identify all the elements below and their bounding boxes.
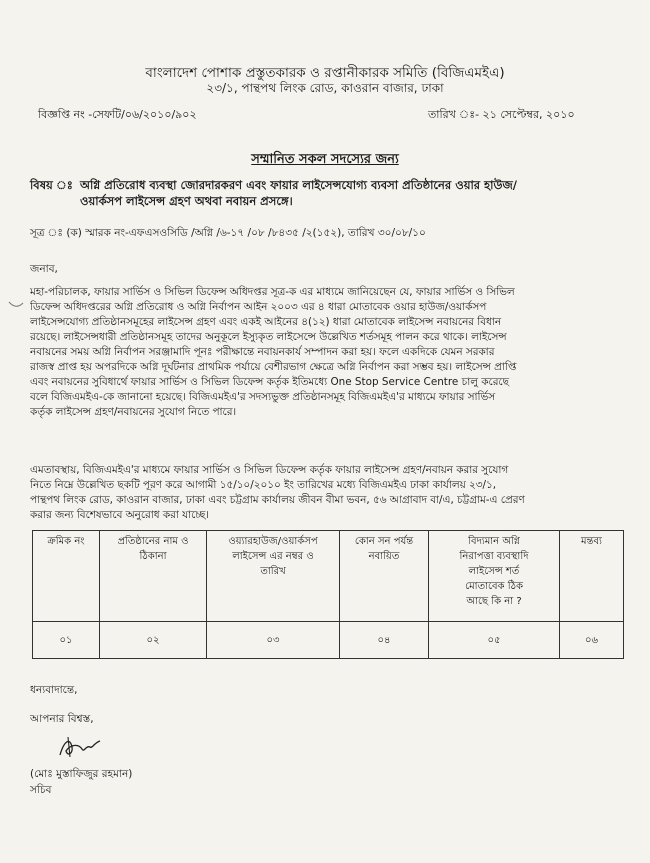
header-text: মন্তব্য: [581, 536, 602, 547]
header-text: ক্রমিক নং: [47, 536, 85, 547]
table-header-row: [33, 531, 624, 622]
header-cell-name-address: [100, 531, 207, 622]
closing-yours: আপনার বিশ্বস্ত,: [30, 713, 94, 725]
header-text: মোতাবেক ঠিক: [465, 581, 523, 592]
source-reference: সূত্র ঃ (ক) স্মারক নং-এফএসওসিডি /অগ্নি /৬-১৭ /০৮ /৮৪৩৫ /২(১৫২), তারিখ ৩০/০৮/১০: [30, 227, 426, 239]
memo-date: তারিখ ঃ- ২১ সেপ্টেম্বর, ২০১০: [428, 108, 575, 121]
paragraph-line: রাজস্ব প্রাপ্ত হয় অপরদিকে অগ্নি দূর্ঘটনার প্রাথমিক পর্যায়ে বেশীরভাগ ক্ষেত্রে অগ্নি নির্বাপন করা সম্ভব হয়। লাইসেন্স প্রাপ্তি: [30, 361, 517, 373]
paragraph-line: রয়েছে। লাইসেন্সধারী প্রতিষ্ঠানসমূহ তাদের অনুকূলে ইস্যুকৃত লাইসেন্সে উল্লেখিত শর্তসমূহ পালন করে থাকে। লাইসেন্স: [30, 331, 507, 343]
paragraph-line: লাইসেন্সযোগ্য প্রতিষ্ঠানসমূহের লাইসেন্স গ্রহণ এবং একই আইনের ৪(১২) ধারা মোতাবেক লাইসেন্স নবায়নের বিধান: [30, 316, 502, 328]
header-text: ওয়্যারহাউজ/ওয়ার্কসপ: [228, 536, 318, 547]
subject-line-1: অগ্নি প্রতিরোধ ব্যবস্থা জোরদারকরণ এবং ফায়ার লাইসেন্সযোগ্য ব্যবসা প্রতিষ্ঠানের ওয়ার হাউজ/: [80, 178, 517, 192]
header-text: আছে কি না ?: [466, 596, 522, 607]
header-text: নিরাপত্তা ব্যবস্থাদি: [459, 551, 529, 562]
punch-mark: [8, 300, 24, 310]
paragraph-line: এবং নবায়নের সুবিধার্থে ফায়ার সার্ভিস ও সিভিল ডিফেন্স কর্তৃক ইতিমধ্যে One Stop Service Centre চালু করেছে: [30, 376, 509, 388]
recipient-heading: সম্মানিত সকল সদস্যের জন্য: [251, 152, 399, 167]
header-text: লাইসেন্স শর্ত: [468, 566, 520, 577]
header-cell-renewed-until: [340, 531, 429, 622]
greeting: জনাব,: [30, 263, 58, 275]
paragraph-line: কর্তৃক লাইসেন্স গ্রহণ/নবায়নের সুযোগ নিতে পারে।: [30, 406, 237, 418]
table-cell: ০৩: [207, 622, 340, 659]
header-text: বিদ্যমান অগ্নি: [468, 536, 520, 547]
license-form-table: [32, 530, 624, 659]
paragraph-line: বলে বিজিএমইএ-কে জানানো হয়েছে। বিজিএমইএ'র সদস্যভুক্ত প্রতিষ্ঠানসমূহ বিজিএমইএ'র মাধ্যমে ফায়ার সার্ভিস: [30, 391, 496, 403]
table-row: [33, 622, 624, 659]
paragraph-line: এমতাবস্থায়, বিজিএমইএ'র মাধ্যমে ফায়ার সার্ভিস ও সিভিল ডিফেন্স কর্তৃক ফায়ার লাইসেন্স গ্রহণ/নবায়ন করার সুযোগ: [30, 464, 509, 476]
paragraph-line: নবায়নের সময় অগ্নি নির্বাপন সরঞ্জামাদি পূনঃ পরীক্ষান্তে নবায়নকার্য সম্পাদন করা হয়। ফলে একদিকে যেমন সরকার: [30, 346, 495, 358]
header-text: কোন সন পর্যন্ত: [354, 536, 414, 547]
organization-address: ২৩/১, পান্থপথ লিংক রোড, কাওরান বাজার, ঢাকা: [206, 81, 444, 95]
table-cell: ০৬: [560, 622, 624, 659]
paragraph-line: ডিফেন্স অধিদপ্তরের অগ্নি প্রতিরোধ ও অগ্নি নির্বাপন আইন ২০০৩ এর ৪ ধারা মোতাবেক ওয়ার হাউজ/ওয়ার্কসপ: [30, 301, 487, 313]
paragraph-line: পান্থপথ লিংক রোড, কাওরান বাজার, ঢাকা এবং চট্টগ্রাম কার্যালয় জীবন বীমা ভবন, ৫৬ আগ্রাবাদ বা/এ, চট্টগ্রাম-এ প্রেরণ: [30, 494, 525, 506]
table-cell: ০২: [100, 622, 207, 659]
body-paragraph-1: [30, 285, 630, 420]
table-cell: ০১: [33, 622, 100, 659]
organization-name: বাংলাদেশ পোশাক প্রস্তুতকারক ও রপ্তানীকারক সমিতি (বিজিএমইএ): [145, 65, 505, 81]
closing-thanks: ধন্যবাদান্তে,: [30, 684, 78, 696]
header-text: ঠিকানা: [139, 551, 167, 562]
header-cell-safety-status: [429, 531, 560, 622]
paragraph-line: নিতে নিম্নে উল্লেখিত ছকটি পূরণ করে আগামী ১৫/১০/২০১০ ইং তারিখের মধ্যে বিজিএমইএ ঢাকা কার্যালয় ২৩/১,: [30, 479, 497, 491]
memo-reference: বিজ্ঞপ্তি নং -সেফটি/০৬/২০১০/৯০২: [38, 108, 197, 121]
signer-name: (মোঃ মুস্তাফিজুর রহমান): [30, 768, 133, 780]
table-cell: ০৪: [340, 622, 429, 659]
table-cell: ০৫: [429, 622, 560, 659]
paragraph-line: করার জন্য বিশেষভাবে অনুরোধ করা যাচ্ছে।: [30, 509, 209, 521]
header-text: লাইসেন্স এর নম্বর ও: [232, 551, 314, 562]
header-cell-serial: [33, 531, 100, 622]
header-cell-license-number: [207, 531, 340, 622]
header-text: প্রতিষ্ঠানের নাম ও: [117, 536, 189, 547]
subject-label: বিষয় ঃ: [30, 178, 73, 192]
paragraph-line: মহা-পরিচালক, ফায়ার সার্ভিস ও সিভিল ডিফেন্স অধিদপ্তর সূত্র-ক এর মাধ্যমে জানিয়েছেন যে, ফায়ার সার্ভিস ও সিভিল: [30, 286, 515, 298]
header-cell-remarks: [560, 531, 624, 622]
subject-line-2: ওয়ার্কসপ লাইসেন্স গ্রহণ অথবা নবায়ন প্রসঙ্গে।: [80, 194, 293, 208]
body-paragraph-2: [30, 463, 630, 523]
header-text: নবায়িত: [368, 551, 400, 562]
signer-designation: সচিব: [30, 784, 52, 796]
header-text: তারিখ: [260, 566, 286, 577]
handwritten-signature: [56, 733, 104, 763]
